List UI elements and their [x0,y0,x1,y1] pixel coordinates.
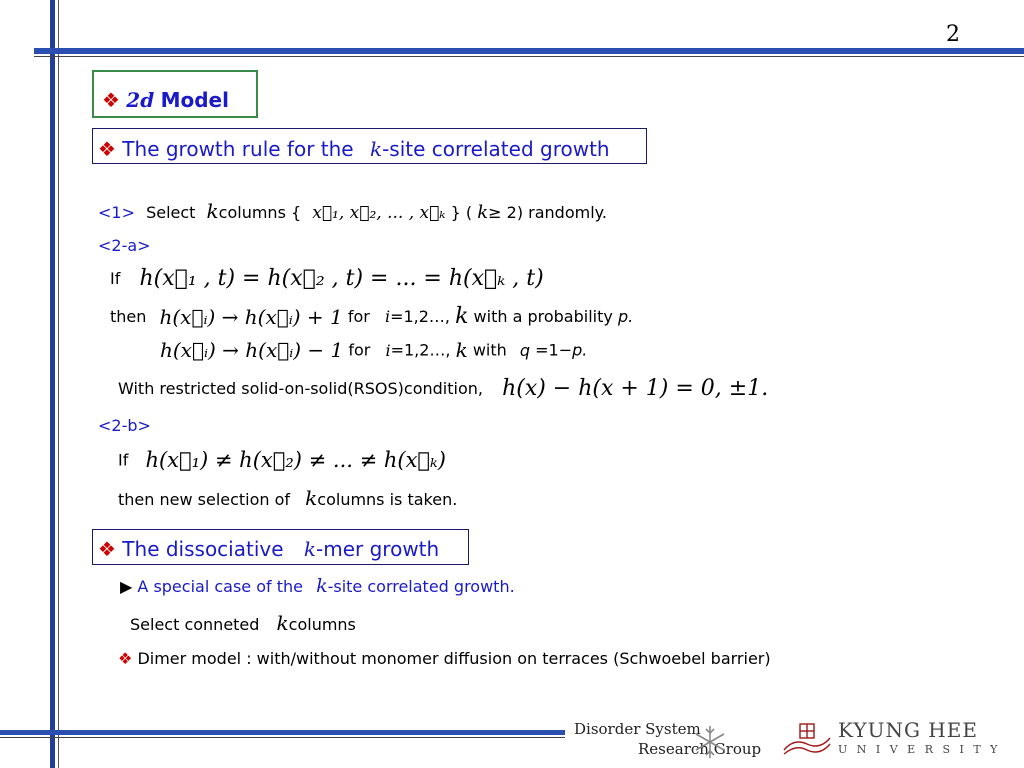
step2a-rule1-prob: with a probability [473,307,613,326]
step2b-k: k [305,486,318,510]
title-math: 2d [126,88,155,112]
step2a-rule1-line [110,304,633,329]
step1-text-d: ≥ 2) randomly. [488,203,607,222]
select-k: k [276,611,289,635]
special-text-b: -site correlated growth. [327,577,515,596]
step2a-rsos-line [118,376,768,401]
section2-label-before: The dissociative [122,537,284,561]
step2a-rule2-with: with [472,340,507,360]
step2b-if-math: h(x⃗₁) ≠ h(x⃗₂) ≠ ... ≠ h(x⃗ₖ) [145,448,446,472]
step2a-rsos-text: With restricted solid-on-solid(RSOS)condition, [118,379,483,398]
step2a-rule2-eq: =1− [535,340,573,360]
step1-text-b: columns { [218,203,302,222]
left-vertical-line [58,0,59,768]
page-number: 2 [946,22,960,47]
dimer-bullet-icon: ❖ [118,649,133,668]
page-title [102,88,229,112]
step2b-if: If [118,450,129,470]
university-emblem-icon [780,720,834,760]
section2-label-after: -mer growth [316,537,440,561]
section2-k: k [303,537,317,561]
bottom-horizontal-line [0,737,565,738]
step2b-then-a: then new selection of [118,490,291,509]
step2a-then: then [110,307,147,326]
dsrg-logo [574,718,774,764]
top-horizontal-bar [34,48,1024,54]
select-line [130,611,356,635]
step2a-rule1-math: h(x⃗ᵢ) → h(x⃗ᵢ) + 1 [159,304,343,329]
univ-sub: U N I V E R S I T Y [838,743,1001,756]
special-line [120,575,515,597]
snowflake-icon [692,724,728,760]
step2a-if: If [110,269,121,288]
step2a-rsos-math: h(x) − h(x + 1) = 0, ±1. [502,376,769,401]
step2b-then-line [118,486,457,510]
title-bullet-icon: ❖ [102,88,120,112]
step1-tag: <1> [98,203,135,222]
section1-heading [98,137,610,161]
step2a-rule2-q: q [519,340,531,360]
dimer-text: Dimer model : with/without monomer diffusion on terraces (Schwoebel barrier) [137,649,771,668]
title-label: Model [160,88,229,112]
step2a-rule2-i: i [385,340,391,360]
special-k: k [316,575,328,597]
section1-label-after: -site correlated growth [382,137,610,161]
step2a-rule1-p: p. [617,307,634,326]
step1-text-c: } ( [450,203,473,222]
dsrg-line1: Disorder System [574,720,701,738]
step2a-rule1-range: =1,2…, [390,307,451,326]
dsrg-line2: Research Group [638,740,762,758]
step2a-rule1-for: for [347,307,370,326]
section2-bullet-icon: ❖ [98,537,116,561]
select-text-a: Select conneted [130,615,260,634]
step1-k2: k [477,202,489,223]
step2a-if-math: h(x⃗₁ , t) = h(x⃗₂ , t) = ... = h(x⃗ₖ , t) [139,266,544,291]
step1-line [98,199,607,223]
section1-k: k [369,137,383,161]
step2a-if-line [110,266,544,291]
triangle-right-icon: ▶ [120,577,133,596]
step2a-rule2-math: h(x⃗ᵢ) → h(x⃗ᵢ) − 1 [160,338,344,362]
step2a-tag: <2-a> [98,236,151,255]
step2a-rule2-p: p. [572,340,588,360]
kyung-hee-logo [780,716,1016,764]
step2b-if-line [118,448,446,472]
step1-math: x⃗₁, x⃗₂, ... , x⃗ₖ [312,203,446,223]
top-horizontal-line [34,56,1024,57]
section1-bullet-icon: ❖ [98,137,116,161]
univ-name: KYUNG HEE [838,718,978,742]
step2b-tag: <2-b> [98,416,151,435]
left-vertical-bar [50,0,55,768]
step2a-rule2-range: =1,2…, [390,340,451,360]
step1-text-a: Select [146,203,196,222]
special-text-a: A special case of the [137,577,303,596]
step2a-rule2-line [160,338,587,362]
section1-label-before: The growth rule for the [122,137,354,161]
step2a-rule1-i: i [384,307,391,326]
section2-heading [98,537,439,561]
step2a-rule1-k: k [455,304,469,329]
dimer-line [118,649,771,668]
step2b-then-b: columns is taken. [317,490,458,509]
step1-k: k [206,199,219,223]
select-text-b: columns [288,615,356,634]
bottom-horizontal-bar [0,730,565,735]
step2a-rule2-for: for [348,340,371,360]
step2a-rule2-k: k [455,338,468,362]
